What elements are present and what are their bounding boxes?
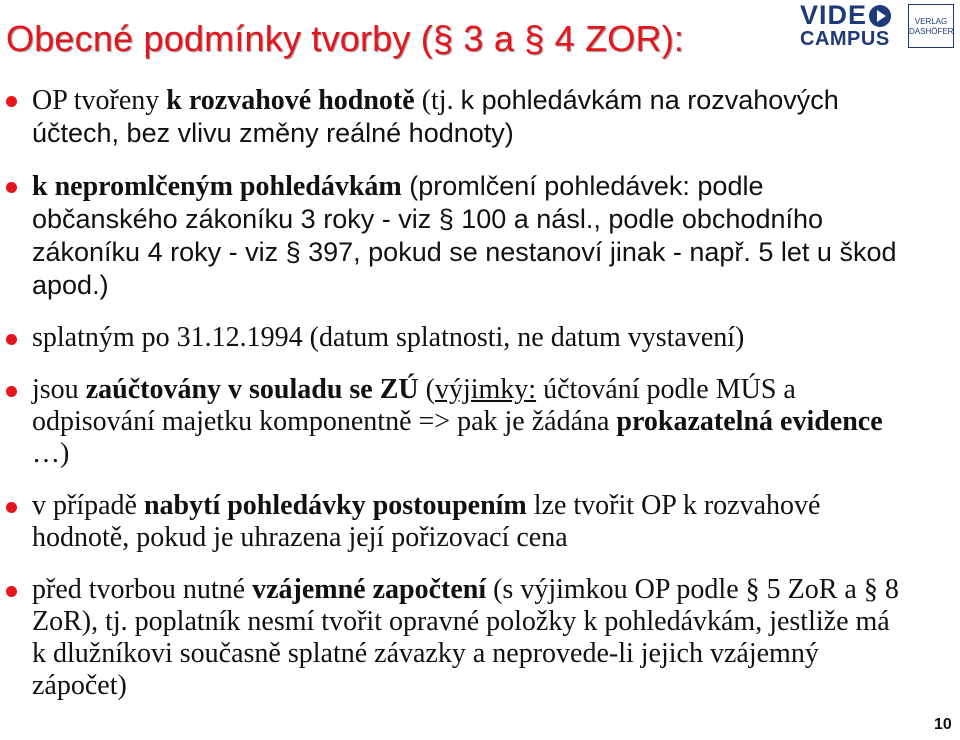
bullet-item: splatným po 31.12.1994 (datum splatnosti, ne datum vystavení) — [6, 322, 910, 354]
page-number: 10 — [934, 716, 952, 733]
videocampus-logo — [800, 2, 900, 49]
bullet-item: v případě nabytí pohledávky postoupením lze tvořit OP k rozvahové hodnotě, pokud je uhrazena její pořizovací cena — [6, 490, 910, 554]
bullet-item: před tvorbou nutné vzájemné započtení (s výjimkou OP podle § 5 ZoR a § 8 ZoR), tj. poplatník nesmí tvořit opravné položky k pohledávkám, jestliže má k dlužníkovi současně splatné závazky a neprovede-li jejich vzájemný zápočet) — [6, 574, 910, 702]
bullet-list — [6, 84, 910, 722]
videocampus-logo-text: VIDE — [800, 0, 868, 30]
bullet-item: jsou zaúčtovány v souladu se ZÚ (výjimky: účtování podle MÚS a odpisování majetku komponentně => pak je žádána prokazatelná evidence …) — [6, 374, 910, 470]
verlag-logo-line2: DASHÖFER — [909, 27, 954, 36]
play-icon — [869, 5, 891, 27]
videocampus-logo-subtext: CAMPUS — [800, 28, 890, 50]
bullet-item: k nepromlčeným pohledávkám (promlčení pohledávek: podle občanského zákoníku 3 roky - viz § 100 a násl., podle obchodního zákoníku 4 roky - viz § 397, pokud se nestanoví jinak - např. 5 let u škod apod.) — [6, 170, 910, 302]
verlag-logo-line1: VERLAG — [914, 17, 948, 26]
bullet-item: OP tvořeny k rozvahové hodnotě (tj. k pohledávkám na rozvahových účtech, bez vlivu změny reálné hodnoty) — [6, 84, 910, 150]
verlag-dashoefer-logo — [908, 4, 954, 48]
logo-area — [800, 2, 960, 54]
slide-title: Obecné podmínky tvorby (§ 3 a § 4 ZOR): — [6, 18, 685, 59]
